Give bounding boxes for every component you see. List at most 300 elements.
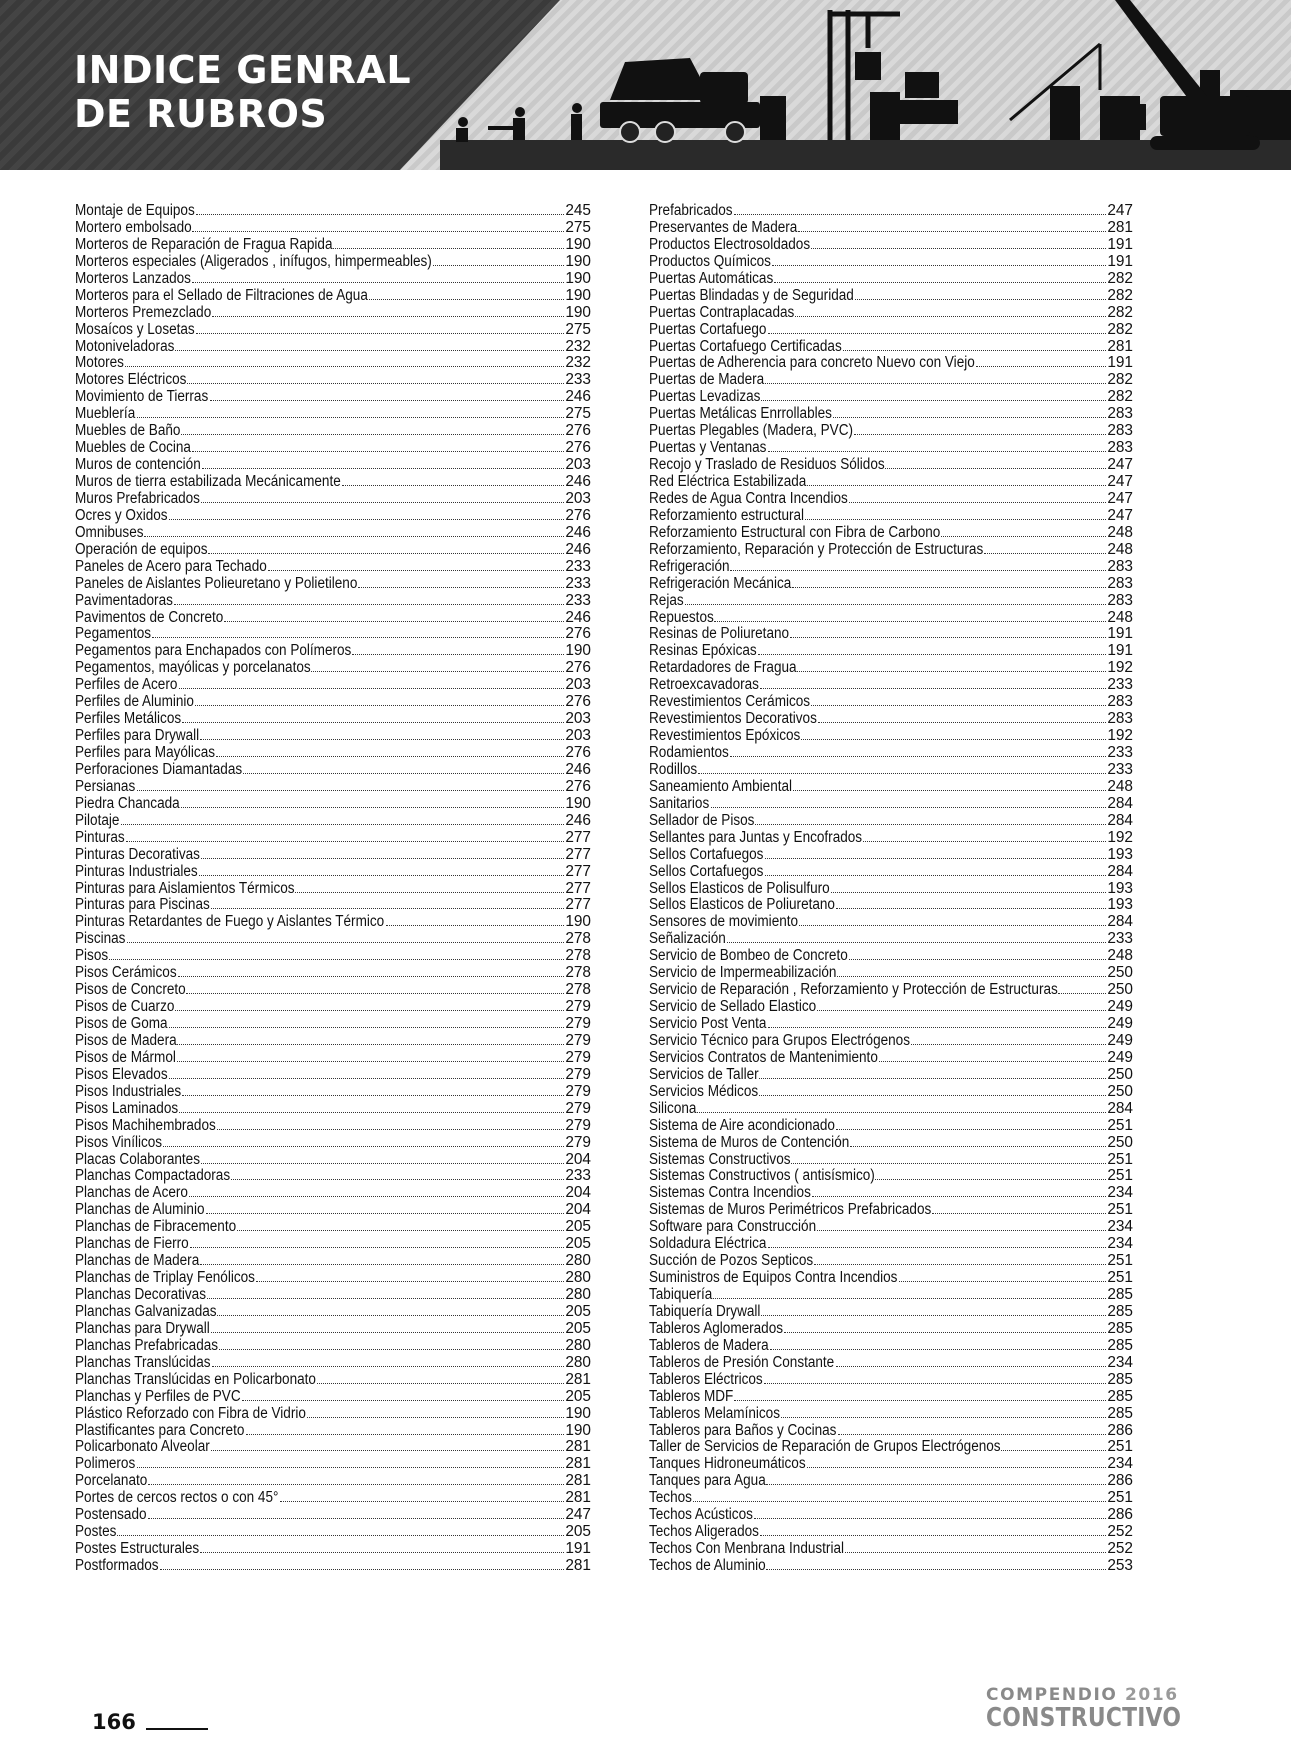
entry-topic: Morteros de Reparación de Fragua Rapida [75, 236, 333, 253]
entry-page-number: 276 [565, 694, 591, 711]
entry-topic: Operación de equipos [75, 541, 208, 558]
entry-topic: Servicios de Taller [649, 1066, 759, 1083]
dot-leader [711, 797, 1107, 808]
dot-leader [243, 763, 564, 774]
dot-leader [178, 966, 564, 977]
entry-topic: Perfiles de Aluminio [75, 694, 194, 711]
index-entry [75, 525, 591, 542]
entry-topic: Resinas de Poliuretano [649, 626, 790, 643]
entry-topic: Servicio Post Venta [649, 1016, 767, 1032]
index-entry [75, 1372, 591, 1389]
index-entry [75, 1185, 591, 1202]
entry-page-number: 279 [565, 1032, 591, 1049]
entry-topic: Mosaícos y Losetas [75, 321, 195, 338]
entry-topic: Placas Colaborantes [75, 1151, 200, 1168]
entry-page-number: 203 [565, 677, 591, 694]
dot-leader [126, 831, 564, 842]
entry-page-number: 284 [1107, 914, 1133, 931]
entry-topic: Movimiento de Tierras [75, 389, 209, 406]
index-entry [75, 643, 591, 660]
dot-leader [812, 1186, 1107, 1197]
dot-leader [814, 1254, 1107, 1265]
entry-topic: Techos de Aluminio [649, 1558, 766, 1574]
index-entry [75, 1219, 591, 1236]
dot-leader [295, 882, 564, 893]
index-entry [75, 745, 591, 762]
index-entry [75, 440, 591, 457]
entry-page-number: 234 [1107, 1185, 1133, 1202]
entry-topic: Puertas Cortafuego [649, 321, 767, 338]
dot-leader [210, 390, 565, 401]
entry-page-number: 285 [1107, 1287, 1133, 1303]
dot-leader [765, 373, 1106, 384]
index-entry [649, 677, 1133, 694]
dot-leader [845, 1542, 1107, 1553]
brand-year: 2016 [1124, 1685, 1179, 1705]
index-entry [649, 254, 1133, 271]
entry-page-number: 191 [1107, 355, 1133, 372]
index-entry [649, 796, 1133, 813]
dot-leader [127, 932, 565, 943]
entry-page-number: 190 [565, 643, 591, 660]
entry-page-number: 190 [565, 795, 591, 812]
index-entry [649, 745, 1133, 762]
index-entry [75, 1423, 591, 1440]
entry-topic: Puertas Cortafuego Certificadas [649, 338, 842, 355]
entry-topic: Tableros Melamínicos [649, 1405, 780, 1422]
entry-page-number: 285 [1107, 1320, 1133, 1337]
entry-topic: Plástico Reforzado con Fibra de Vidrio [75, 1405, 306, 1422]
index-entry [649, 1389, 1133, 1406]
index-entry [75, 1558, 591, 1575]
index-entry [649, 355, 1133, 372]
index-entry [649, 643, 1133, 660]
dot-leader [761, 390, 1106, 401]
entry-topic: Sistemas Contra Incendios [649, 1185, 811, 1202]
dot-leader [766, 1474, 1106, 1485]
entry-page-number: 246 [565, 609, 591, 626]
entry-topic: Pilotaje [75, 812, 120, 829]
entry-page-number: 278 [565, 931, 591, 948]
page-number: 166 [92, 1710, 136, 1734]
entry-page-number: 279 [565, 999, 591, 1016]
index-entry [75, 610, 591, 627]
index-entry [649, 339, 1133, 356]
dot-leader [855, 289, 1107, 300]
index-entry [75, 694, 591, 711]
mixer-truck-icon [600, 58, 760, 142]
entry-topic: Red Eléctrica Estabilizada [649, 474, 807, 490]
dot-leader [693, 1491, 1107, 1502]
entry-page-number: 283 [1107, 558, 1133, 575]
entry-topic: Puertas de Adherencia para concreto Nuevo con Viejo [649, 355, 975, 372]
dot-leader [854, 424, 1106, 435]
workers-icon [456, 103, 582, 142]
entry-topic: Planchas Translúcidas en Policarbonato [75, 1371, 316, 1388]
dot-leader [190, 1237, 564, 1248]
index-entry [649, 1558, 1133, 1575]
page-number-rule [146, 1728, 208, 1730]
index-entry [649, 626, 1133, 643]
dot-leader [169, 1068, 564, 1079]
index-entry [75, 1490, 591, 1507]
dot-leader [713, 1288, 1106, 1299]
entry-topic: Productos Electrosoldados [649, 236, 811, 253]
entry-topic: Tableros Aglomerados [649, 1320, 784, 1337]
entry-page-number: 279 [565, 1016, 591, 1032]
index-entry [649, 1152, 1133, 1169]
entry-page-number: 276 [565, 423, 591, 440]
entry-page-number: 278 [565, 982, 591, 999]
entry-topic: Prefabricados [649, 203, 733, 219]
entry-page-number: 283 [1107, 592, 1133, 609]
entry-topic: Pegamentos, mayólicas y porcelanatos [75, 660, 311, 677]
index-entry [649, 508, 1133, 525]
entry-page-number: 279 [565, 1049, 591, 1066]
dot-leader [358, 577, 564, 588]
dot-leader [941, 526, 1106, 537]
dot-leader [831, 882, 1106, 893]
dot-leader [201, 492, 564, 503]
entry-page-number: 192 [1107, 829, 1133, 846]
entry-topic: Resinas Epóxicas [649, 643, 757, 660]
entry-topic: Pisos de Concreto [75, 982, 186, 999]
dot-leader [181, 797, 565, 808]
entry-topic: Software para Construcción [649, 1219, 817, 1236]
dot-leader [352, 644, 564, 655]
entry-topic: Puertas Automáticas [649, 270, 774, 287]
entry-topic: Pinturas para Aislamientos Térmicos [75, 880, 295, 897]
dot-leader [781, 1407, 1106, 1418]
index-entry [649, 1541, 1133, 1558]
index-entry [649, 1202, 1133, 1219]
entry-page-number: 280 [565, 1253, 591, 1270]
entry-topic: Puertas Metálicas Enrrollables [649, 406, 832, 423]
index-entry [75, 830, 591, 847]
entry-topic: Planchas de Acero [75, 1185, 188, 1202]
entry-topic: Mueblería [75, 406, 136, 423]
index-entry [649, 864, 1133, 881]
index-entry [75, 389, 591, 406]
dot-leader [212, 1356, 565, 1367]
entry-page-number: 234 [1107, 1354, 1133, 1371]
entry-topic: Muros de contención [75, 457, 201, 474]
dot-leader [811, 695, 1106, 706]
dot-leader [765, 865, 1107, 876]
entry-page-number: 191 [1107, 236, 1133, 253]
dot-leader [797, 661, 1106, 672]
entry-topic: Mortero embolsado [75, 219, 192, 236]
entry-topic: Retroexcavadoras [649, 677, 759, 694]
entry-page-number: 204 [565, 1185, 591, 1202]
index-entry [649, 1304, 1133, 1321]
entry-topic: Planchas para Drywall [75, 1320, 210, 1337]
entry-topic: Techos Con Menbrana Industrial [649, 1541, 844, 1558]
dot-leader [182, 712, 565, 723]
index-entry [649, 914, 1133, 931]
entry-topic: Sensores de movimiento [649, 914, 799, 931]
entry-page-number: 233 [1107, 745, 1133, 761]
entry-topic: Tabiquería Drywall [649, 1303, 761, 1320]
index-entry [649, 1439, 1133, 1456]
dot-leader [160, 1559, 565, 1570]
entry-page-number: 233 [1107, 677, 1133, 694]
entry-page-number: 280 [565, 1337, 591, 1354]
entry-page-number: 232 [565, 355, 591, 372]
index-entry [75, 1118, 591, 1135]
dot-leader [201, 848, 564, 859]
dot-leader [211, 1440, 564, 1451]
entry-topic: Morteros para el Sellado de Filtraciones de Agua [75, 287, 368, 304]
entry-topic: Motores [75, 355, 124, 372]
index-column-left [75, 203, 591, 1575]
entry-page-number: 281 [565, 1558, 591, 1574]
dot-leader [734, 204, 1107, 215]
entry-page-number: 205 [565, 1303, 591, 1320]
dot-leader [177, 1034, 564, 1045]
index-entry [649, 881, 1133, 898]
entry-page-number: 250 [1107, 965, 1133, 982]
entry-page-number: 203 [565, 711, 591, 728]
dot-leader [174, 594, 564, 605]
index-entry [75, 1135, 591, 1152]
dot-leader [342, 475, 565, 486]
entry-topic: Refrigeración [649, 558, 730, 575]
index-entry [75, 406, 591, 423]
dot-leader [863, 831, 1106, 842]
entry-page-number: 282 [1107, 287, 1133, 304]
entry-page-number: 279 [565, 1066, 591, 1083]
entry-page-number: 286 [1107, 1507, 1133, 1524]
dot-leader [850, 1136, 1106, 1147]
index-entry [75, 355, 591, 372]
entry-page-number: 282 [1107, 321, 1133, 338]
index-entry [75, 1473, 591, 1490]
dot-leader [163, 1136, 564, 1147]
entry-topic: Retardadores de Fragua [649, 660, 797, 677]
entry-page-number: 281 [565, 1490, 591, 1507]
entry-topic: Pisos Industriales [75, 1083, 182, 1100]
entry-topic: Pinturas Decorativas [75, 846, 200, 863]
entry-topic: Perfiles para Mayólicas [75, 745, 216, 761]
dot-leader [836, 898, 1106, 909]
index-entry [649, 1372, 1133, 1389]
entry-topic: Pinturas Retardantes de Fuego y Aislantes Térmico [75, 914, 385, 931]
dot-leader [148, 1508, 564, 1519]
entry-page-number: 279 [565, 1117, 591, 1134]
entry-page-number: 277 [565, 897, 591, 914]
dot-leader [837, 966, 1106, 977]
index-entry [75, 1507, 591, 1524]
entry-page-number: 275 [565, 406, 591, 423]
entry-topic: Postes [75, 1524, 117, 1541]
entry-page-number: 250 [1107, 1066, 1133, 1083]
index-entry [649, 1456, 1133, 1473]
index-entry [649, 576, 1133, 593]
dot-leader [795, 306, 1106, 317]
index-entry [649, 203, 1133, 220]
entry-page-number: 191 [1107, 626, 1133, 643]
dot-leader [211, 898, 564, 909]
entry-topic: Revestimientos Decorativos [649, 711, 817, 728]
entry-page-number: 275 [565, 321, 591, 338]
index-entry [75, 965, 591, 982]
dot-leader [768, 323, 1106, 334]
entry-page-number: 234 [1107, 1456, 1133, 1473]
index-entry [649, 1135, 1133, 1152]
index-entry [649, 1118, 1133, 1135]
entry-page-number: 246 [565, 541, 591, 558]
dot-leader [805, 509, 1106, 520]
entry-page-number: 233 [1107, 761, 1133, 778]
index-entry [649, 1236, 1133, 1253]
entry-page-number: 276 [565, 626, 591, 643]
dot-leader [801, 729, 1106, 740]
index-entry [649, 711, 1133, 728]
entry-page-number: 276 [565, 507, 591, 524]
index-entry [75, 1202, 591, 1219]
index-entry [75, 1067, 591, 1084]
entry-topic: Planchas de Triplay Fenólicos [75, 1270, 255, 1287]
entry-topic: Refrigeración Mecánica [649, 575, 792, 592]
entry-page-number: 191 [1107, 643, 1133, 660]
index-entry [649, 288, 1133, 305]
entry-topic: Planchas de Aluminio [75, 1202, 205, 1219]
entry-topic: Tableros de Madera [649, 1337, 769, 1354]
index-entry [649, 999, 1133, 1016]
entry-page-number: 278 [565, 948, 591, 965]
entry-topic: Puertas Levadizas [649, 389, 761, 406]
entry-page-number: 249 [1107, 1032, 1133, 1049]
entry-topic: Morteros Premezclado [75, 304, 212, 321]
dot-leader [242, 1390, 564, 1401]
entry-topic: Pinturas Industriales [75, 863, 198, 880]
dot-leader [772, 255, 1107, 266]
entry-topic: Postensado [75, 1507, 147, 1524]
index-entry [75, 728, 591, 745]
index-entry [75, 1270, 591, 1287]
entry-topic: Morteros Lanzados [75, 270, 191, 287]
entry-page-number: 234 [1107, 1236, 1133, 1253]
title-line-1: INDICE GENRAL [74, 48, 412, 92]
entry-topic: Paneles de Acero para Techado [75, 558, 267, 575]
entry-page-number: 286 [1107, 1422, 1133, 1439]
dot-leader [199, 865, 564, 876]
entry-page-number: 205 [565, 1219, 591, 1236]
dot-leader [200, 729, 564, 740]
index-entry [649, 982, 1133, 999]
entry-topic: Servicio de Bombeo de Concreto [649, 948, 848, 965]
entry-page-number: 281 [1107, 338, 1133, 355]
dot-leader [885, 458, 1106, 469]
entry-topic: Tableros Eléctricos [649, 1371, 763, 1388]
dot-leader [765, 848, 1107, 859]
index-entry [75, 864, 591, 881]
entry-topic: Policarbonato Alveolar [75, 1439, 210, 1456]
entry-page-number: 277 [565, 863, 591, 880]
entry-topic: Pisos de Mármol [75, 1049, 176, 1066]
index-entry [75, 711, 591, 728]
entry-topic: Sanitarios [649, 795, 710, 812]
entry-page-number: 203 [565, 728, 591, 745]
index-entry [649, 1423, 1133, 1440]
index-entry [75, 897, 591, 914]
index-entry [75, 423, 591, 440]
index-entry [75, 542, 591, 559]
dot-leader [256, 1271, 564, 1282]
dot-leader [764, 1373, 1106, 1384]
dot-leader [932, 1203, 1106, 1214]
entry-page-number: 190 [565, 1422, 591, 1439]
entry-topic: Puertas de Madera [649, 372, 765, 389]
dot-leader [216, 746, 564, 757]
dot-leader [714, 611, 1106, 622]
entry-page-number: 251 [1107, 1151, 1133, 1168]
dot-leader [192, 441, 565, 452]
entry-topic: Pisos de Goma [75, 1016, 168, 1032]
entry-page-number: 283 [1107, 711, 1133, 728]
entry-topic: Sellos Cortafuegos [649, 863, 764, 880]
dot-leader [1058, 983, 1106, 994]
entry-topic: Señalización [649, 931, 726, 948]
entry-topic: Muros de tierra estabilizada Mecánicamente [75, 474, 341, 490]
index-entry [649, 220, 1133, 237]
index-entry [75, 1338, 591, 1355]
index-entry [649, 1168, 1133, 1185]
index-entry [649, 1050, 1133, 1067]
entry-page-number: 285 [1107, 1337, 1133, 1354]
entry-topic: Planchas Galvanizadas [75, 1303, 217, 1320]
entry-topic: Planchas Decorativas [75, 1287, 206, 1303]
entry-page-number: 282 [1107, 304, 1133, 321]
entry-topic: Rodillos [649, 761, 698, 778]
index-entry [649, 389, 1133, 406]
entry-topic: Planchas de Madera [75, 1253, 200, 1270]
entry-page-number: 190 [565, 1405, 591, 1422]
dot-leader [843, 340, 1107, 351]
dot-leader [793, 780, 1107, 791]
entry-page-number: 250 [1107, 1134, 1133, 1151]
entry-topic: Pisos de Madera [75, 1032, 177, 1049]
index-entry [75, 982, 591, 999]
index-entry [75, 288, 591, 305]
entry-page-number: 193 [1107, 897, 1133, 914]
entry-page-number: 246 [565, 524, 591, 541]
entry-topic: Puertas y Ventanas [649, 440, 767, 457]
dot-leader [875, 1169, 1106, 1180]
entry-page-number: 277 [565, 880, 591, 897]
dot-leader [759, 1085, 1106, 1096]
dot-leader [799, 915, 1106, 926]
entry-topic: Pinturas [75, 829, 125, 846]
entry-page-number: 190 [565, 304, 591, 321]
index-entry [75, 271, 591, 288]
dot-leader [196, 204, 565, 215]
entry-page-number: 233 [565, 592, 591, 609]
index-entry [75, 593, 591, 610]
entry-page-number: 247 [1107, 507, 1133, 524]
index-entry [75, 474, 591, 491]
entry-topic: Postes Estructurales [75, 1541, 200, 1558]
entry-page-number: 233 [565, 1168, 591, 1185]
dot-leader [984, 543, 1106, 554]
entry-page-number: 285 [1107, 1303, 1133, 1320]
entry-topic: Pegamentos para Enchapados con Polímeros [75, 643, 352, 660]
index-entry [649, 406, 1133, 423]
entry-topic: Omnibuses [75, 524, 144, 541]
index-entry [649, 372, 1133, 389]
dot-leader [152, 627, 564, 638]
